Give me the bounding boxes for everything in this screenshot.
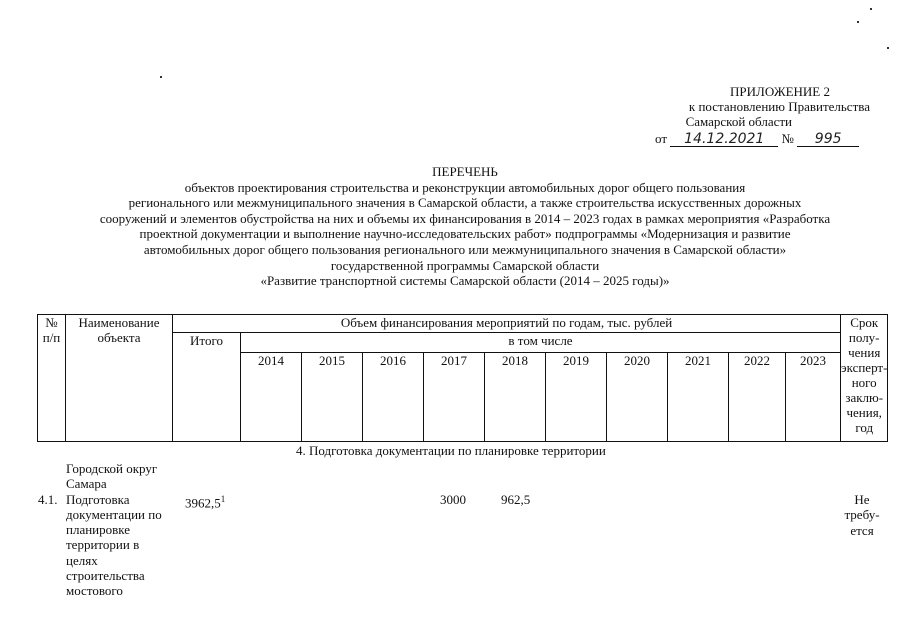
financing-table-header	[37, 314, 888, 442]
year-header: 2020	[607, 353, 668, 442]
header-line: автомобильных дорог общего пользования регионального или межмуниципального значения в Самарской области»	[143, 241, 787, 257]
number-label: №	[781, 131, 794, 146]
header-line: объектов проектирования строительства и реконструкции автомобильных дорог общего пользования	[184, 179, 746, 195]
year-header: 2022	[729, 353, 786, 442]
year-header: 2014	[241, 353, 302, 442]
row-value-2017: 3000	[440, 492, 466, 507]
header-line: государственной программы Самарской области	[330, 257, 600, 273]
appendix-title: ПРИЛОЖЕНИЕ 2	[730, 84, 830, 99]
col-name-header: Наименование объекта	[66, 315, 173, 442]
appendix-line-1: к постановлению Правительства	[688, 99, 870, 114]
row-total: 3962,5$^1$	[185, 494, 226, 511]
section-heading: 4. Подготовка документации по планировке территории	[296, 443, 606, 458]
year-header: 2018	[485, 353, 546, 442]
col-finance-header: Объем финансирования мероприятий по годам, тыс. рублей	[173, 315, 841, 333]
decree-sign-line	[655, 131, 875, 147]
scan-speck	[160, 76, 162, 78]
scan-speck	[857, 21, 859, 23]
row-value-2018: 962,5	[501, 492, 531, 507]
appendix-block	[620, 84, 870, 129]
decree-date: 14.12.2021	[670, 132, 778, 147]
scan-speck	[870, 8, 872, 10]
footnote-mark: 1	[220, 494, 226, 504]
year-header: 2021	[668, 353, 729, 442]
from-label: от	[655, 131, 668, 146]
header-line: «Развитие транспортной системы Самарской области (2014 – 2025 годы)»	[260, 273, 670, 289]
appendix-line-2: Самарской области	[685, 114, 792, 129]
row-number: 4.1.	[38, 492, 58, 507]
col-total-header: Итого	[173, 333, 241, 442]
col-term-header: Срок полу- чения эксперт- ного заклю- чения, год	[841, 315, 888, 442]
scan-speck	[887, 47, 889, 49]
col-including-header: в том числе	[241, 333, 841, 353]
year-header: 2017	[424, 353, 485, 442]
header-line: сооружений и элементов обустройства на них и объемы их финансирования в 2014 – 2023 годах в рамках мероприятия «Разработка	[99, 210, 831, 226]
col-number-header: № п/п	[38, 315, 66, 442]
row-name: Городской округ Самара Подготовка документации по планировке территории в целях строительства мостового	[66, 461, 162, 599]
document-header	[40, 164, 890, 289]
document-title: ПЕРЕЧЕНЬ	[432, 164, 498, 179]
year-header: 2023	[786, 353, 841, 442]
row-term: Не требу- ется	[844, 492, 880, 538]
header-line: проектной документации и выполнение научно-исследовательских работ» подпрограммы «Модернизация и развитие	[139, 226, 791, 242]
header-line: регионального или межмуниципального значения в Самарской области, а также строительства искусственных дорожных	[128, 195, 802, 211]
year-header: 2019	[546, 353, 607, 442]
year-header: 2015	[302, 353, 363, 442]
decree-number: 995	[797, 132, 859, 147]
year-header: 2016	[363, 353, 424, 442]
